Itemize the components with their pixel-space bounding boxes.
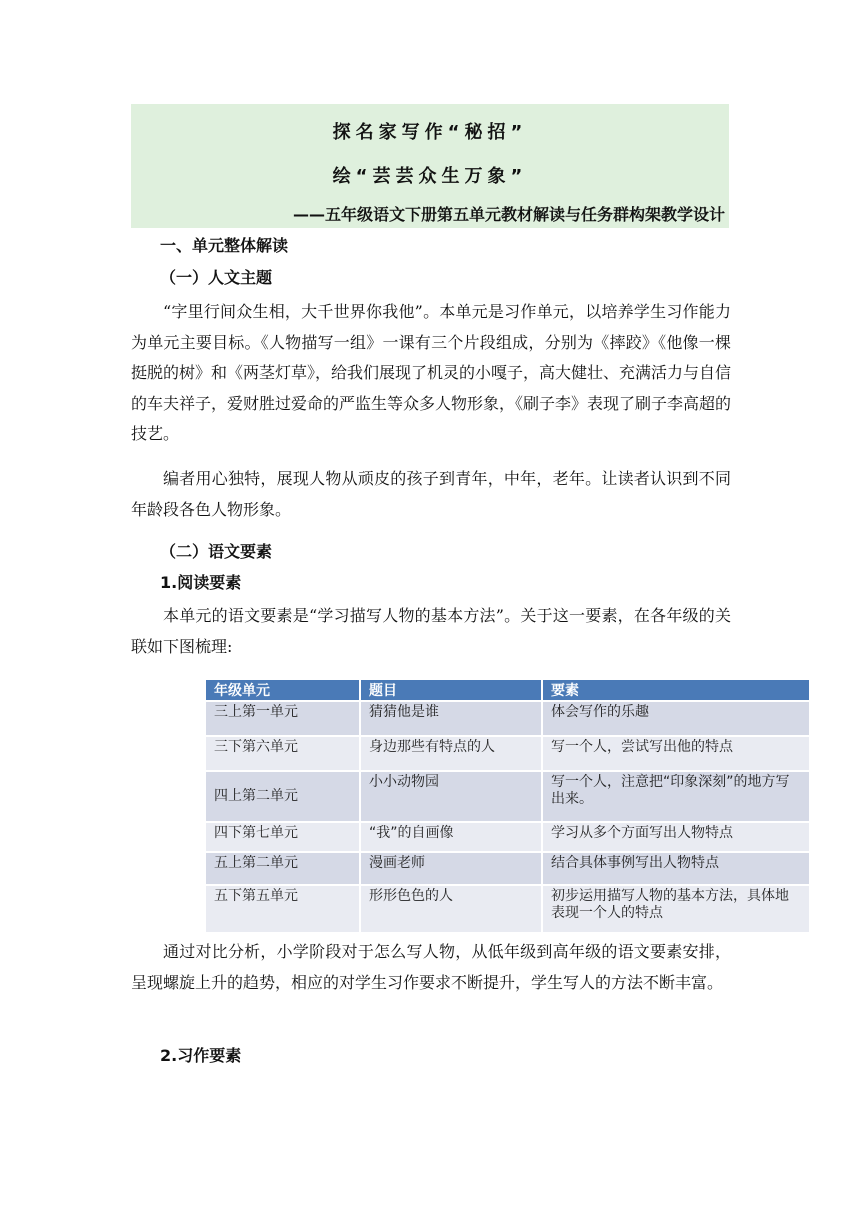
table-row [206, 822, 810, 853]
table-cell: 体会写作的乐趣 [542, 701, 810, 736]
paragraph-text: “字里行间众生相，大千世界你我他”。本单元是习作单元，以培养学生习作能力为单元主要目标。《人物描写一组》一课有三个片段组成，分别为《摔跤》《他像一棵挺脱的树》和《两茎灯草》，给我们展现了机灵的小嘎子，高大健壮、充满活力与自信的车夫祥子，爱财胜过爱命的严监生等众多人物形象，《刷子李》表现了刷子李高超的技艺。 [131, 302, 732, 443]
table-row [206, 736, 810, 771]
table-cell: 身边那些有特点的人 [360, 736, 542, 771]
table-cell: 猜猜他是谁 [360, 701, 542, 736]
paragraph-text: 编者用心独特，展现人物从顽皮的孩子到青年，中年，老年。让读者认识到不同年龄段各色人物形象。 [131, 469, 731, 519]
table-cell: 三下第六单元 [206, 736, 360, 771]
paragraph-text: 本单元的语文要素是“学习描写人物的基本方法”。关于这一要素，在各年级的关联如下图梳理: [131, 606, 731, 656]
subtitle: ——五年级语文下册第五单元教材解读与任务群构架教学设计 [292, 205, 725, 224]
section-heading-1: 一、单元整体解读 [160, 236, 289, 255]
table-cell: 小小动物园 [360, 771, 542, 822]
table-header-cell: 要素 [542, 680, 810, 701]
table-cell: 初步运用描写人物的基本方法，具体地表现一个人的特点 [542, 885, 810, 932]
table-cell: 三上第一单元 [206, 701, 360, 736]
table-header-row [206, 680, 810, 701]
grade-elements-table [206, 680, 811, 932]
table-row [206, 885, 810, 932]
table-header-cell: 题目 [360, 680, 542, 701]
table-cell: 学习从多个方面写出人物特点 [542, 822, 810, 853]
paragraph-text: 通过对比分析，小学阶段对于怎么写人物，从低年级到高年级的语文要素安排，呈现螺旋上升的趋势，相应的对学生习作要求不断提升，学生写人的方法不断丰富。 [131, 942, 731, 992]
table-cell: 四下第七单元 [206, 822, 360, 853]
heading-reading-elements: 1.阅读要素 [160, 573, 242, 592]
table-row [206, 771, 810, 822]
table-cell: 四上第二单元 [206, 771, 360, 822]
paragraph-editor [131, 464, 731, 525]
table-cell: 写一个人，注意把“印象深刻”的地方写出来。 [542, 771, 810, 822]
paragraph-reading [131, 601, 731, 662]
table-cell: 写一个人，尝试写出他的特点 [542, 736, 810, 771]
paragraph-theme [131, 297, 731, 450]
table-cell: 结合具体事例写出人物特点 [542, 852, 810, 885]
table-cell: 五下第五单元 [206, 885, 360, 932]
table-cell: 漫画老师 [360, 852, 542, 885]
table-cell: 五上第二单元 [206, 852, 360, 885]
paragraph-analysis [131, 937, 731, 998]
main-title: 探名家写作“秘招” [332, 122, 528, 143]
subsection-heading-theme: （一）人文主题 [160, 268, 273, 287]
title-banner [131, 104, 729, 228]
subsection-heading-elements: （二）语文要素 [160, 542, 273, 561]
table-cell: 形形色色的人 [360, 885, 542, 932]
table-cell: “我”的自画像 [360, 822, 542, 853]
heading-writing-elements: 2.习作要素 [160, 1046, 242, 1065]
table-header-cell: 年级单元 [206, 680, 360, 701]
table-row [206, 701, 810, 736]
second-title: 绘“芸芸众生万象” [332, 166, 528, 187]
table-row [206, 852, 810, 885]
